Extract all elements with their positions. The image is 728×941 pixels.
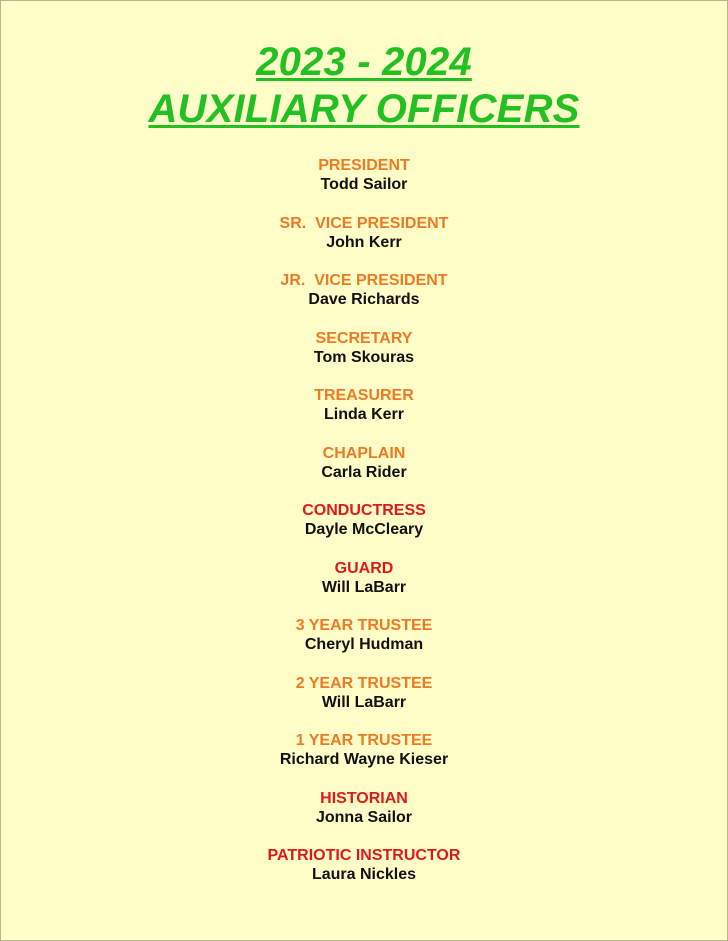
officer-name: Tom Skouras bbox=[313, 348, 415, 366]
page-header bbox=[1, 39, 727, 133]
officer-role: 1 YEAR TRUSTEE bbox=[295, 732, 433, 749]
officer-entry bbox=[1, 156, 727, 214]
officer-name: Carla Rider bbox=[321, 463, 407, 481]
officer-entry bbox=[1, 674, 727, 732]
officer-name: Will LaBarr bbox=[321, 578, 407, 596]
officer-name: Dayle McCleary bbox=[304, 521, 424, 538]
officer-entry bbox=[1, 444, 727, 502]
officer-role: PRESIDENT bbox=[318, 157, 410, 174]
officer-name: Laura Nickles bbox=[311, 866, 417, 883]
officer-name: Richard Wayne Kieser bbox=[279, 751, 449, 768]
officer-entry bbox=[1, 271, 727, 329]
officer-name: Cheryl Hudman bbox=[304, 636, 424, 653]
officer-role: HISTORIAN bbox=[320, 789, 408, 807]
officer-entry bbox=[1, 846, 727, 904]
officer-entry bbox=[1, 386, 727, 444]
officer-entry bbox=[1, 501, 727, 559]
officer-role: 3 YEAR TRUSTEE bbox=[295, 617, 433, 634]
officer-entry bbox=[1, 329, 727, 387]
officer-role: JR. VICE PRESIDENT bbox=[280, 272, 448, 289]
years-title: 2023 - 2024 bbox=[256, 40, 472, 84]
officer-entry bbox=[1, 616, 727, 674]
officer-name: Todd Sailor bbox=[320, 176, 408, 193]
officer-role: TREASURER bbox=[314, 387, 414, 404]
officer-role: SR. VICE PRESIDENT bbox=[279, 214, 449, 232]
officer-role: GUARD bbox=[334, 559, 394, 577]
officer-entry bbox=[1, 214, 727, 272]
officer-role: PATRIOTIC INSTRUCTOR bbox=[267, 847, 461, 864]
page-title: AUXILIARY OFFICERS bbox=[148, 87, 580, 131]
officer-entry bbox=[1, 789, 727, 847]
officer-list bbox=[1, 156, 727, 904]
officer-name: Linda Kerr bbox=[323, 406, 404, 423]
officer-role: CHAPLAIN bbox=[322, 444, 406, 462]
officer-role: SECRETARY bbox=[315, 329, 413, 347]
officer-entry bbox=[1, 559, 727, 617]
officer-name: Dave Richards bbox=[308, 291, 420, 308]
officer-role: 2 YEAR TRUSTEE bbox=[295, 674, 433, 692]
officer-name: Jonna Sailor bbox=[315, 808, 413, 826]
officer-name: Will LaBarr bbox=[321, 693, 407, 711]
officer-name: John Kerr bbox=[326, 233, 402, 251]
officer-role: CONDUCTRESS bbox=[302, 502, 426, 519]
officer-entry bbox=[1, 731, 727, 789]
